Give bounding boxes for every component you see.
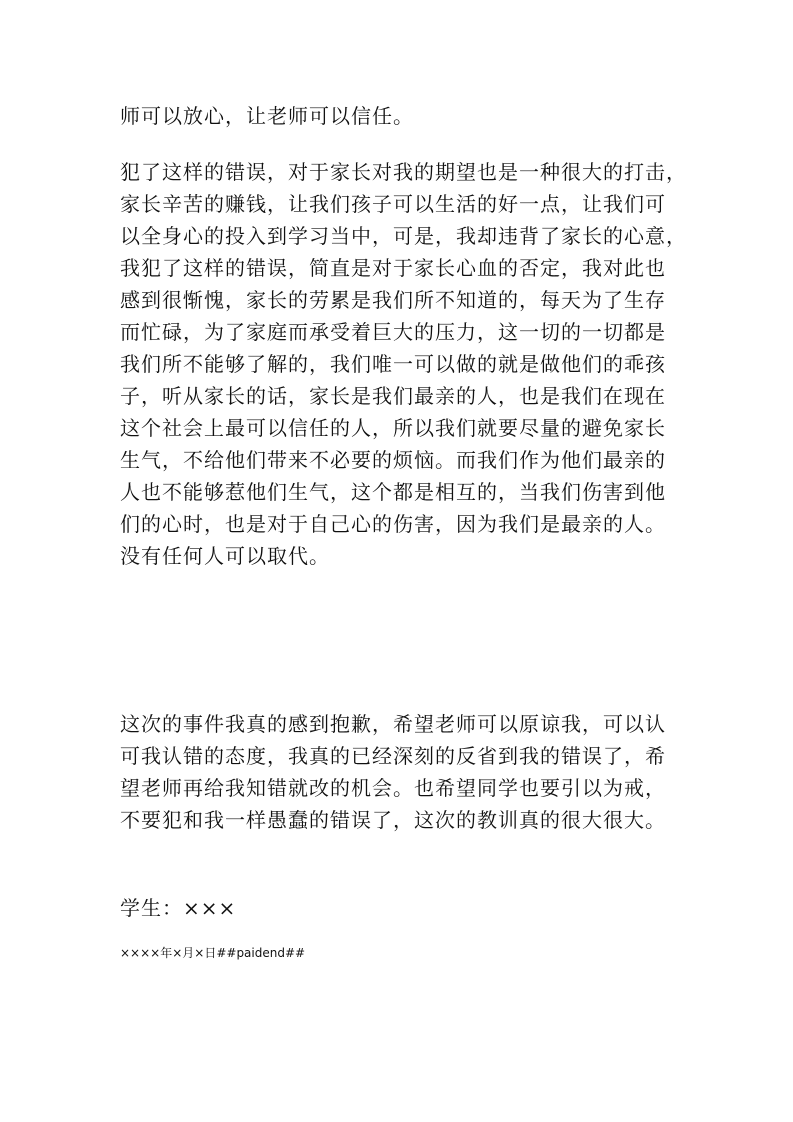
date-line: ××××年×月×日##paidend## [120,946,306,960]
signature: 学生：××× [120,896,237,920]
paragraph-line: 可我认错的态度，我真的已经深刻的反省到我的错误了，希 [120,744,666,768]
paragraph-line: 以全身心的投入到学习当中，可是，我却违背了家长的心意， [120,224,687,248]
paragraph-line: 这个社会上最可以信任的人，所以我们就要尽量的避免家长 [120,416,666,440]
paragraph-line: 子，听从家长的话，家长是我们最亲的人，也是我们在现在 [120,384,666,408]
paragraph-line: 生气，不给他们带来不必要的烦恼。而我们作为他们最亲的 [120,448,666,472]
paragraph-line: 这次的事件我真的感到抱歉，希望老师可以原谅我，可以认 [120,712,666,736]
paragraph-line: 而忙碌，为了家庭而承受着巨大的压力，这一切的一切都是 [120,320,666,344]
paragraph-line: 感到很惭愧，家长的劳累是我们所不知道的，每天为了生存 [120,288,666,312]
paragraph-line: 家长辛苦的赚钱，让我们孩子可以生活的好一点，让我们可 [120,192,666,216]
paragraph-2 [120,156,690,572]
paragraph-line: 没有任何人可以取代。 [120,544,330,568]
paragraph-line: 我们所不能够了解的，我们唯一可以做的就是做他们的乖孩 [120,352,666,376]
paragraph-line: 犯了这样的错误，对于家长对我的期望也是一种很大的打击， [120,160,687,184]
paragraph-1 [120,100,690,132]
paragraph-line: 们的心时，也是对于自己心的伤害，因为我们是最亲的人。 [120,512,666,536]
paragraph-line: 我犯了这样的错误，简直是对于家长心血的否定，我对此也 [120,256,666,280]
paragraph-line: 不要犯和我一样愚蠢的错误了，这次的教训真的很大很大。 [120,808,666,832]
paragraph-line: 望老师再给我知错就改的机会。也希望同学也要引以为戒， [120,776,666,800]
paragraph-line: 人也不能够惹他们生气，这个都是相互的，当我们伤害到他 [120,480,666,504]
paragraph-line: 师可以放心，让老师可以信任。 [120,104,414,128]
paragraph-3 [120,708,690,836]
